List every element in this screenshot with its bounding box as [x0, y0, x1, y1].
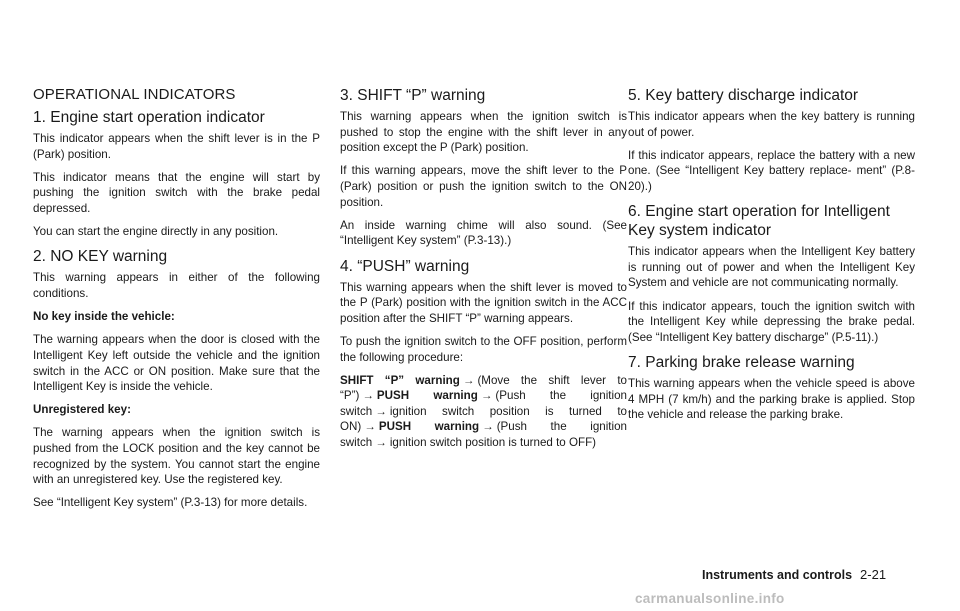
step-text: (Move the shift lever to “P”): [340, 373, 627, 403]
step-text: ignition switch position is turned to OFF): [389, 436, 597, 450]
step-text: (Push the ignition switch: [340, 420, 627, 450]
watermark: carmanualsonline.info: [635, 591, 785, 606]
paragraph: If this indicator appears, replace the battery with a new one. (See “Intelligent Key battery replace- ment” (P.8-20).): [628, 148, 915, 193]
paragraph: You can start the engine directly in any position.: [33, 225, 279, 239]
page-number: 2-21: [860, 567, 887, 582]
step-push-warning: PUSH warning: [376, 389, 478, 403]
paragraph: See “Intelligent Key system” (P.3-13) for more details.: [33, 496, 308, 510]
arrow-icon: →: [375, 436, 387, 450]
paragraph: This warning appears when the vehicle speed is above 4 MPH (7 km/h) and the parking brake is applied. Stop the vehicle and release the parking brake.: [628, 376, 915, 422]
column-left: [33, 86, 320, 519]
section-title: OPERATIONAL INDICATORS: [33, 86, 236, 103]
subheading-no-key-inside: No key inside the vehicle:: [33, 310, 175, 324]
arrow-icon: →: [364, 420, 376, 434]
paragraph: This warning appears when the shift lever is moved to the P (Park) position with the ignition switch in the ACC position after the SHIFT “P” warning appears.: [340, 280, 627, 325]
arrow-icon: →: [482, 420, 494, 434]
column-right: [628, 86, 915, 430]
heading-parking-brake-warning: 7. Parking brake release warning: [628, 353, 855, 371]
paragraph: This indicator means that the engine will start by pushing the ignition switch with the brake pedal depressed.: [33, 170, 320, 215]
column-middle: [340, 86, 627, 458]
arrow-icon: →: [462, 373, 475, 387]
paragraph: This warning appears in either of the following conditions.: [33, 271, 320, 300]
heading-engine-start-intelligent-key: 6. Engine start operation for Intelligent Key system indicator: [628, 203, 890, 240]
paragraph: This indicator appears when the key battery is running out of power.: [628, 110, 915, 139]
paragraph: The warning appears when the ignition switch is pushed from the LOCK position and the key cannot be recognized by the system. You cannot start the engine with an unregistered key. Use the registered key.: [33, 426, 320, 487]
heading-engine-start-indicator: 1. Engine start operation indicator: [33, 109, 265, 126]
heading-shift-p-warning: 3. SHIFT “P” warning: [340, 87, 486, 104]
paragraph: This warning appears when the ignition switch is pushed to stop the engine with the shift lever in any position except the P (Park) position.: [340, 110, 627, 155]
heading-no-key-warning: 2. NO KEY warning: [33, 248, 168, 266]
arrow-icon: →: [362, 389, 374, 403]
page-footer: [702, 567, 886, 582]
procedure-steps: [340, 373, 627, 451]
step-push-warning: PUSH warning: [378, 420, 480, 434]
paragraph: If this warning appears, move the shift lever to the P (Park) position or push the ignition switch to the ON position.: [340, 164, 627, 209]
step-text: ignition switch position is turned to ON): [340, 404, 627, 434]
arrow-icon: →: [375, 404, 387, 418]
paragraph: This indicator appears when the shift lever is in the P (Park) position.: [33, 132, 320, 161]
paragraph: This indicator appears when the Intelligent Key battery is running out of power and when the Intelligent Key System and vehicle are not communicating normally.: [628, 245, 915, 290]
paragraph: If this indicator appears, touch the ignition switch with the Intelligent Key while depressing the brake pedal. (See “Intelligent Key battery discharge” (P.5-11).): [628, 299, 915, 344]
paragraph: An inside warning chime will also sound. (See “Intelligent Key system” (P.3-13).): [340, 218, 627, 248]
heading-push-warning: 4. “PUSH” warning: [340, 257, 470, 275]
footer-chapter-title: Instruments and controls: [702, 568, 853, 582]
paragraph: The warning appears when the door is closed with the Intelligent Key left outside the vehicle and the ignition switch in the ACC or ON position. Make sure that the Intelligent Key is inside the vehicle.: [33, 333, 320, 394]
heading-key-battery-indicator: 5. Key battery discharge indicator: [628, 87, 859, 104]
subheading-unregistered-key: Unregistered key:: [33, 403, 131, 417]
step-text: (Push the ignition switch: [340, 389, 627, 418]
paragraph: To push the ignition switch to the OFF position, perform the following procedure:: [340, 334, 627, 364]
step-shift-p-warning: SHIFT “P” warning: [340, 373, 460, 387]
arrow-icon: →: [480, 389, 493, 403]
